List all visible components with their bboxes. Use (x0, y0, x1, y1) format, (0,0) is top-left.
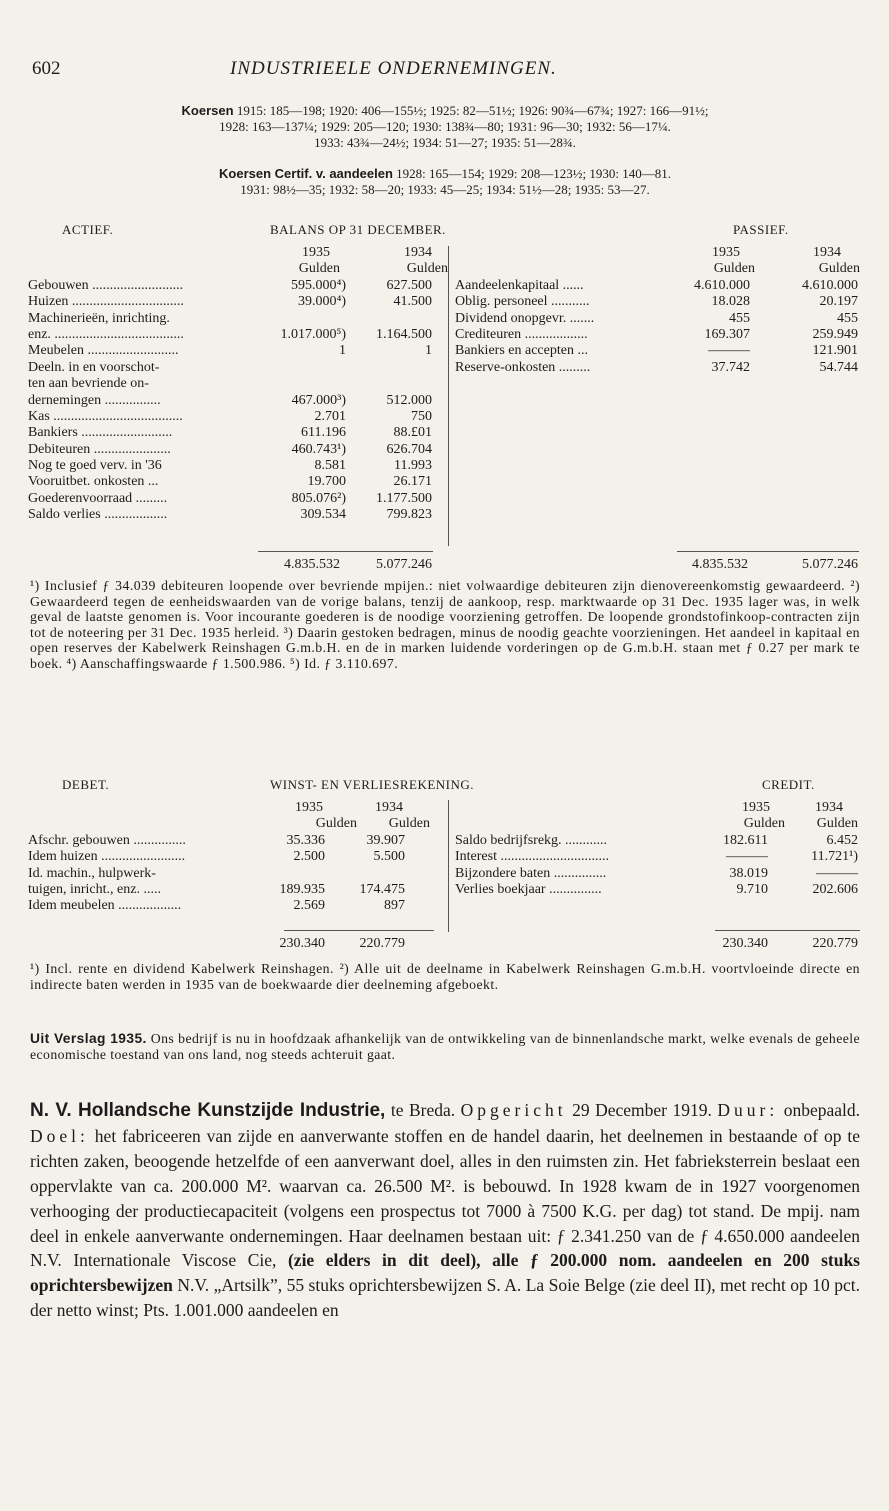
actief-row (28, 491, 448, 507)
actief-total-rule (258, 551, 433, 552)
actief-label: Bankiers .......................... (28, 425, 173, 441)
passief-row (455, 278, 860, 294)
actief-value-1935: 39.000⁴) (297, 294, 346, 310)
actief-row (28, 458, 448, 474)
passief-row (455, 311, 860, 327)
company-paragraph: N. V. Hollandsche Kunstzijde Industrie, te Breda. Opgericht 29 December 1919. Duur: onbepaald. Doel: het fabriceeren van zijde en aanverwante stoffen en de handel daarin, het deelnemen in bestaande of op te richten zaken, beoogende hetzelfde of een aanverwant doel, alles in den ruimsten zin. Het fabrieksterrein beslaat een oppervlakte van ca. 200.000 M². waarvan ca. 26.500 M². is bebouwd. In 1928 kwam de in 1927 voorgenomen verhooging der productiecapaciteit (volgens een prospectus tot 7000 à 7500 K.G. per dag) tot stand. De mpij. nam deel in enkele aanverwante ondernemingen. Haar deelnamen bestaan uit: ƒ 2.341.250 van de ƒ 4.650.000 aandeelen N.V. Internationale Viscose Cie, (zie elders in dit deel), alle ƒ 200.000 nom. aandeelen en 200 stuks oprichtersbewijzen N.V. „Artsilk”, 55 stuks oprichtersbewijzen S. A. La Soie Belge (zie deel II), met recht op 10 pct. der netto winst; Pts. 1.001.000 aandeelen en (30, 1100, 860, 1321)
debet-row (28, 833, 433, 849)
balans-actief-table: 1935 1934 Gulden Gulden Gebouwen .......................... 595.000⁴) 627.500 Huizen ................................ 39.000⁴) 41.500 Machinerieën, inrichting. enz. ..................................... 1.017.000⁵) 1.164.500 Meubelen .......................... 1 1 Deeln. in en voorschot- ten aan bevriende on- dernemingen ................ 467.000³) 512.000 Kas ..................................... 2.701 750 Bankiers .......................... 611.196 88.£01 Debiteuren ...................... 460.743¹) 626.704 Nog te goed verv. in '36 8.581 11.993 Vooruitbet. onkosten ... 19.700 26.171 Goederenvoorraad ......... 805.076²) 1.177.500 Saldo verlies .................. 309.534 799.823 (28, 245, 448, 523)
actief-label: Kas ..................................... (28, 408, 183, 424)
winst-credit-table: 1935 1934 Gulden Gulden Saldo bedrijfsrekg. ............ 182.611 6.452 Interest ............................... ——— 11.721¹) Bijzondere baten ............... 38.019 ——— Verlies boekjaar ............... 9.710 202.606 (455, 800, 858, 897)
balans-footnotes: ¹) Inclusief ƒ 34.039 debiteuren loopende over bevriende mpijen.: niet volwaardige debiteuren zijn dienovereenkomstig gewaardeerd. ²) Gewaardeerd tegen de eenheidswaarden van de vorige balans, tenzij de aankoop, resp. marktwaarde op 31 Dec. 1935 lager was, in welk geval de laatste genomen is. Voor incourante goederen is de noodige voorziening getroffen. De loopende grondstofinkoop-contracten zijn tot de noteering per 31 Dec. 1935 herleid. ³) Daarin gestoken bedragen, minus de noodig geachte voorzieningen. Het aandeel in kapitaal en open reserves der Kabelwerk Reinshagen G.m.b.H. en de in marken luidende vorderingen op de G.m.b.H. staan met ƒ 0.27 per mark te boek. ⁴) Aanschaffingswaarde ƒ 1.500.986. ⁵) Id. ƒ 3.110.697. (30, 578, 860, 671)
passief-totals (455, 557, 860, 573)
actief-value-1934: 1.164.500 (376, 326, 432, 342)
debet-total-1934: 220.779 (359, 936, 405, 951)
actief-row (28, 376, 448, 392)
actief-total-1934: 5.077.246 (376, 557, 432, 572)
page-header (0, 58, 889, 88)
actief-value-1935: 309.534 (300, 507, 346, 523)
actief-value-1934: 799.823 (386, 507, 432, 523)
actief-value-1935: 611.196 (301, 425, 346, 441)
debet-value-1935: 35.336 (286, 832, 325, 848)
actief-label: enz. ..................................... (28, 326, 184, 342)
actief-value-1935: 19.700 (307, 474, 346, 490)
koersen-line-1: Koersen 1915: 185—198; 1920: 406—155½; 1925: 82—51½; 1926: 90¾—67¾; 1927: 166—91½; (181, 103, 709, 118)
actief-row (28, 360, 448, 376)
actief-value-1934: 41.500 (393, 294, 432, 310)
credit-row (455, 866, 860, 882)
credit-total-1935: 230.340 (722, 936, 768, 951)
debet-row (28, 849, 433, 865)
credit-heading: CREDIT. (762, 777, 815, 792)
actief-heading: ACTIEF. (62, 222, 114, 237)
passief-total-rule (677, 551, 859, 552)
winst-divider (448, 800, 449, 932)
actief-value-1934: 11.993 (394, 458, 432, 474)
debet-total-rule (284, 930, 434, 931)
actief-value-1935: 467.000³) (291, 392, 346, 408)
debet-value-1935: 2.500 (293, 849, 325, 865)
koersen-certif-line-1: Koersen Certif. v. aandeelen 1928: 165—154; 1929: 208—123½; 1930: 140—81. (219, 166, 671, 181)
actief-label: Nog te goed verv. in '36 (28, 458, 162, 474)
debet-label: Id. machin., hulpwerk- (28, 865, 156, 881)
passief-row (455, 343, 860, 359)
verslag-paragraph: Uit Verslag 1935. Ons bedrijf is nu in hoofdzaak afhankelijk van de ontwikkeling van de binnenlandsche markt, welke evenals de geheele economische toestand van ons land, nog steeds achteruit gaat. (30, 1031, 861, 1062)
actief-row (28, 425, 448, 441)
debet-row (28, 898, 433, 914)
passief-value-1935: 455 (729, 310, 750, 326)
passief-label: Aandeelenkapitaal ...... (455, 277, 584, 293)
debet-value-1934: 897 (384, 898, 405, 914)
winst-footnotes: ¹) Incl. rente en dividend Kabelwerk Reinshagen. ²) Alle uit de deelname in Kabelwerk Reinshagen G.m.b.H. voortvloeinde directe en indirecte baten werden in 1935 van de boekwaarde dier deelneming afgeboekt. (30, 961, 860, 992)
debet-value-1935: 189.935 (279, 881, 325, 897)
passief-value-1934: 259.949 (812, 326, 858, 342)
debet-heading: DEBET. (62, 777, 110, 792)
passief-total-1935: 4.835.532 (692, 557, 748, 572)
winst-debet-table: 1935 1934 Gulden Gulden Afschr. gebouwen ............... 35.336 39.907 Idem huizen ........................ 2.500 5.500 Id. machin., hulpwerk- tuigen, inricht., enz. ..... 189.935 174.475 Idem meubelen .................. 2.569 897 (28, 800, 433, 915)
actief-value-1935: 805.076²) (291, 490, 346, 506)
actief-value-1935: 1 (339, 343, 346, 359)
credit-label: Verlies boekjaar ............... (455, 881, 602, 897)
passief-value-1935: 4.610.000 (694, 277, 750, 293)
credit-total-1934: 220.779 (812, 936, 858, 951)
actief-label: ten aan bevriende on- (28, 376, 149, 392)
actief-row (28, 311, 448, 327)
actief-value-1935: 595.000⁴) (290, 277, 346, 293)
debet-value-1934: 39.907 (366, 832, 405, 848)
actief-row (28, 294, 448, 310)
actief-row (28, 442, 448, 458)
passief-row (455, 360, 860, 376)
passief-value-1935: 169.307 (704, 326, 750, 342)
passief-label: Reserve-onkosten ......... (455, 359, 591, 375)
credit-row (455, 882, 860, 898)
credit-row (455, 849, 860, 865)
passief-label: Dividend onopgevr. ....... (455, 310, 595, 326)
debet-totals (28, 936, 433, 952)
actief-value-1934: 88.£01 (393, 425, 432, 441)
passief-value-1934: 455 (837, 310, 858, 326)
actief-value-1935: 460.743¹) (291, 441, 346, 457)
running-title: INDUSTRIEELE ONDERNEMINGEN. (230, 58, 557, 79)
credit-value-1935: 9.710 (736, 881, 768, 897)
passief-row (455, 327, 860, 343)
passief-value-1934: 121.901 (812, 343, 858, 359)
actief-value-1935: 8.581 (314, 458, 346, 474)
debet-row (28, 866, 433, 882)
passief-value-1934: 4.610.000 (802, 277, 858, 293)
credit-value-1935: ——— (726, 849, 768, 865)
actief-row (28, 507, 448, 523)
actief-value-1935: 1.017.000⁵) (280, 326, 346, 342)
actief-value-1935: 2.701 (314, 408, 346, 424)
debet-value-1935: 2.569 (293, 898, 325, 914)
passief-value-1935: ——— (708, 343, 750, 359)
debet-label: Idem huizen ........................ (28, 849, 186, 865)
passief-value-1934: 20.197 (819, 294, 858, 310)
passief-label: Bankiers en accepten ... (455, 343, 588, 359)
actief-label: dernemingen ................ (28, 392, 161, 408)
debet-value-1934: 174.475 (359, 881, 405, 897)
passief-label: Oblig. personeel ........... (455, 294, 590, 310)
actief-label: Machinerieën, inrichting. (28, 310, 170, 326)
balans-passief-table: 1935 1934 Gulden Gulden Aandeelenkapitaal ...... 4.610.000 4.610.000 Oblig. personeel ........... 18.028 20.197 Dividend onopgevr. ....... 455 455 Crediteuren .................. 169.307 259.949 Bankiers en accepten ... ——— 121.901 Reserve-onkosten ......... 37.742 54.744 (455, 245, 860, 375)
credit-label: Interest ............................... (455, 849, 609, 865)
actief-value-1934: 1.177.500 (376, 490, 432, 506)
actief-label: Goederenvoorraad ......... (28, 490, 168, 506)
actief-row (28, 393, 448, 409)
balans-divider (448, 246, 449, 546)
debet-label: tuigen, inricht., enz. ..... (28, 881, 161, 897)
actief-label: Meubelen .......................... (28, 343, 179, 359)
actief-label: Gebouwen .......................... (28, 277, 184, 293)
credit-value-1934: 6.452 (826, 832, 858, 848)
actief-totals (28, 557, 448, 573)
passief-heading: PASSIEF. (733, 222, 789, 237)
actief-value-1934: 627.500 (386, 277, 432, 293)
actief-value-1934: 1 (425, 343, 432, 359)
verslag-label: Uit Verslag 1935. (30, 1031, 147, 1046)
debet-label: Idem meubelen .................. (28, 898, 182, 914)
actief-label: Debiteuren ...................... (28, 441, 171, 457)
credit-row (455, 833, 860, 849)
page-number: 602 (32, 58, 61, 79)
debet-value-1934: 5.500 (373, 849, 405, 865)
passief-value-1935: 37.742 (711, 359, 750, 375)
credit-value-1934: 202.606 (812, 881, 858, 897)
credit-label: Saldo bedrijfsrekg. ............ (455, 832, 608, 848)
actief-row (28, 474, 448, 490)
actief-label: Deeln. in en voorschot- (28, 359, 160, 375)
credit-value-1934: ——— (816, 865, 858, 881)
passief-value-1935: 18.028 (711, 294, 750, 310)
koersen-line-3: 1933: 43¾—24½; 1934: 51—27; 1935: 51—28¾. (314, 135, 576, 150)
actief-row (28, 343, 448, 359)
actief-row (28, 409, 448, 425)
actief-label: Vooruitbet. onkosten ... (28, 474, 159, 490)
koersen-certif-line-2: 1931: 98½—35; 1932: 58—20; 1933: 45—25; 1934: 51½—28; 1935: 53—27. (240, 182, 650, 197)
debet-row (28, 882, 433, 898)
balans-title: BALANS OP 31 DECEMBER. (270, 222, 446, 237)
actief-total-1935: 4.835.532 (284, 557, 340, 572)
debet-total-1935: 230.340 (279, 936, 325, 951)
actief-row (28, 278, 448, 294)
debet-label: Afschr. gebouwen ............... (28, 832, 186, 848)
credit-label: Bijzondere baten ............... (455, 865, 607, 881)
passief-label: Crediteuren .................. (455, 326, 588, 342)
actief-row (28, 327, 448, 343)
credit-value-1935: 38.019 (729, 865, 768, 881)
actief-value-1934: 512.000 (386, 392, 432, 408)
credit-value-1935: 182.611 (723, 832, 768, 848)
credit-value-1934: 11.721¹) (811, 849, 858, 865)
passief-value-1934: 54.744 (819, 359, 858, 375)
credit-totals (455, 936, 860, 952)
actief-value-1934: 750 (411, 408, 432, 424)
winst-title: WINST- EN VERLIESREKENING. (270, 777, 475, 792)
actief-label: Saldo verlies .................. (28, 507, 168, 523)
company-name: N. V. Hollandsche Kunstzijde Industrie, (30, 1100, 386, 1121)
credit-total-rule (715, 930, 860, 931)
actief-value-1934: 626.704 (386, 441, 432, 457)
passief-row (455, 294, 860, 310)
koersen-line-2: 1928: 163—137¼; 1929: 205—120; 1930: 138¾—80; 1931: 96—30; 1932: 56—17¼. (219, 119, 671, 134)
actief-label: Huizen ................................ (28, 294, 184, 310)
actief-value-1934: 26.171 (393, 474, 432, 490)
passief-total-1934: 5.077.246 (802, 557, 858, 572)
